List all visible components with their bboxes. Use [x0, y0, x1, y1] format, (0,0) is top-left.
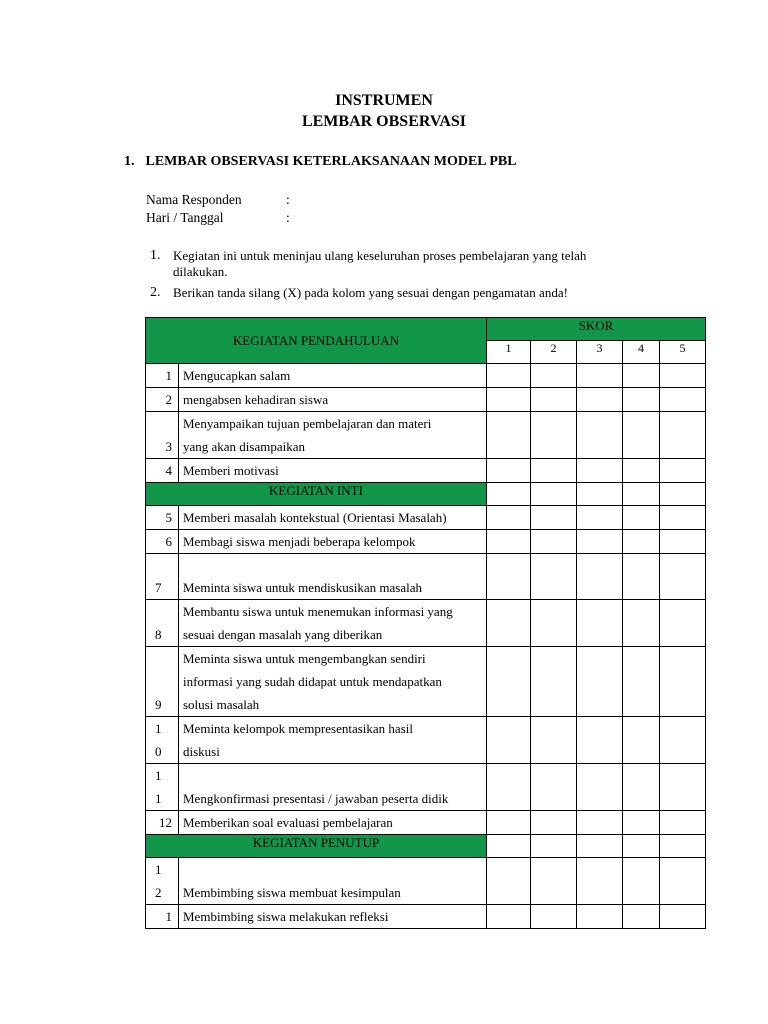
- activity-description: [179, 647, 487, 717]
- score-cell[interactable]: [623, 554, 660, 600]
- activity-line: Membimbing siswa membuat kesimpulan: [183, 885, 401, 900]
- table-row: [146, 412, 706, 459]
- score-cell[interactable]: [487, 530, 531, 554]
- row-number-text: 3: [165, 439, 172, 454]
- score-cell[interactable]: [531, 483, 577, 506]
- row-number-text: 12: [159, 815, 172, 830]
- row-number: [146, 858, 179, 905]
- score-header-4: 4: [623, 341, 660, 364]
- score-cell[interactable]: [660, 717, 706, 764]
- score-cell[interactable]: [623, 600, 660, 647]
- score-cell[interactable]: [660, 459, 706, 483]
- score-cell[interactable]: [487, 811, 531, 835]
- score-cell[interactable]: [623, 717, 660, 764]
- table-row: [146, 364, 706, 388]
- score-cell[interactable]: [577, 647, 623, 717]
- score-cell[interactable]: [623, 835, 660, 858]
- table-row: [146, 530, 706, 554]
- score-cell[interactable]: [487, 364, 531, 388]
- score-cell[interactable]: [531, 647, 577, 717]
- row-number-part: 1: [155, 721, 162, 736]
- activity-line: mengabsen kehadiran siswa: [183, 392, 329, 407]
- score-cell[interactable]: [577, 600, 623, 647]
- score-cell[interactable]: [660, 835, 706, 858]
- score-cell[interactable]: [623, 764, 660, 811]
- score-cell[interactable]: [577, 858, 623, 905]
- activity-line: Membimbing siswa melakukan refleksi: [183, 909, 389, 924]
- table-row: [146, 459, 706, 483]
- score-cell[interactable]: [487, 717, 531, 764]
- score-cell[interactable]: [660, 858, 706, 905]
- table-row: [146, 811, 706, 835]
- row-number: [146, 554, 179, 600]
- score-cell[interactable]: [487, 412, 531, 459]
- score-cell[interactable]: [577, 835, 623, 858]
- section-kegiatan-inti: KEGIATAN INTI: [146, 483, 487, 506]
- row-number: [146, 412, 179, 459]
- table-row: [146, 647, 706, 717]
- activity-description: [179, 905, 487, 929]
- score-cell[interactable]: [531, 764, 577, 811]
- row-number-text: 6: [165, 534, 172, 549]
- score-cell[interactable]: [577, 717, 623, 764]
- score-cell[interactable]: [531, 858, 577, 905]
- row-number: [146, 530, 179, 554]
- document-title: INSTRUMEN: [335, 92, 433, 109]
- field-nama-responden: [146, 192, 290, 208]
- row-number: [146, 811, 179, 835]
- score-cell[interactable]: [660, 364, 706, 388]
- score-cell[interactable]: [577, 905, 623, 929]
- row-number: [146, 717, 179, 764]
- score-cell[interactable]: [487, 905, 531, 929]
- score-cell[interactable]: [660, 647, 706, 717]
- score-cell[interactable]: [623, 364, 660, 388]
- table-row: [146, 717, 706, 764]
- score-cell[interactable]: [531, 459, 577, 483]
- score-cell[interactable]: [531, 412, 577, 459]
- row-number-part: 2: [155, 885, 162, 900]
- section-heading: [124, 154, 517, 170]
- score-cell[interactable]: [577, 811, 623, 835]
- row-number-text: 1: [165, 909, 172, 924]
- section-kegiatan-penutup: KEGIATAN PENUTUP: [146, 835, 487, 858]
- row-number-text: 2: [165, 392, 172, 407]
- table-row: [146, 600, 706, 647]
- activity-description: [179, 412, 487, 459]
- row-number: [146, 764, 179, 811]
- score-cell[interactable]: [577, 506, 623, 530]
- score-cell[interactable]: [577, 483, 623, 506]
- row-number-text: 4: [165, 463, 172, 478]
- score-header-1: 1: [487, 341, 531, 364]
- activity-description: [179, 459, 487, 483]
- score-cell[interactable]: [531, 364, 577, 388]
- field-label: Nama Responden: [146, 192, 242, 207]
- row-number-part: 1: [155, 768, 162, 783]
- score-cell[interactable]: [623, 412, 660, 459]
- field-colon: :: [286, 192, 290, 207]
- score-cell[interactable]: [660, 764, 706, 811]
- activity-description: [179, 364, 487, 388]
- activity-description: [179, 554, 487, 600]
- activity-line: sesuai dengan masalah yang diberikan: [183, 627, 383, 642]
- section-number: 1.: [124, 154, 135, 169]
- activity-line: informasi yang sudah didapat untuk mendapatkan: [183, 674, 442, 689]
- score-cell[interactable]: [577, 459, 623, 483]
- activity-line: Membagi siswa menjadi beberapa kelompok: [183, 534, 416, 549]
- activity-line: Meminta kelompok mempresentasikan hasil: [183, 721, 413, 736]
- activity-line: solusi masalah: [183, 697, 260, 712]
- activity-description: [179, 764, 487, 811]
- activity-line: yang akan disampaikan: [183, 439, 306, 454]
- activity-description: [179, 506, 487, 530]
- score-cell[interactable]: [487, 483, 531, 506]
- table-row: [146, 858, 706, 905]
- field-hari-tanggal: [146, 210, 290, 226]
- row-number-text: 5: [165, 510, 172, 525]
- score-cell[interactable]: [487, 835, 531, 858]
- score-cell[interactable]: [623, 858, 660, 905]
- field-colon: :: [286, 210, 290, 225]
- score-cell[interactable]: [487, 858, 531, 905]
- score-cell[interactable]: [660, 388, 706, 412]
- score-cell[interactable]: [660, 483, 706, 506]
- score-cell[interactable]: [487, 764, 531, 811]
- score-cell[interactable]: [660, 600, 706, 647]
- field-label: Hari / Tanggal: [146, 210, 224, 225]
- activity-line: Meminta siswa untuk mengembangkan sendiri: [183, 651, 426, 666]
- score-cell[interactable]: [623, 811, 660, 835]
- row-number: [146, 905, 179, 929]
- score-cell[interactable]: [487, 554, 531, 600]
- row-number-part: 1: [155, 791, 162, 806]
- activity-line: Memberikan soal evaluasi pembelajaran: [183, 815, 393, 830]
- row-number: [146, 647, 179, 717]
- score-cell[interactable]: [531, 388, 577, 412]
- table-row: [146, 905, 706, 929]
- document-subtitle: LEMBAR OBSERVASI: [301, 113, 467, 130]
- score-cell[interactable]: [531, 530, 577, 554]
- score-cell[interactable]: [487, 459, 531, 483]
- activity-description: [179, 530, 487, 554]
- activity-line: Menyampaikan tujuan pembelajaran dan materi: [183, 416, 432, 431]
- row-number: [146, 506, 179, 530]
- activity-description: [179, 600, 487, 647]
- table-row: [146, 764, 706, 811]
- activity-line: Memberi masalah kontekstual (Orientasi Masalah): [183, 510, 447, 525]
- instruction-number: 1.: [150, 248, 161, 263]
- activity-description: [179, 388, 487, 412]
- score-header-5: 5: [660, 341, 706, 364]
- activity-line: Mengucapkan salam: [183, 368, 291, 383]
- observation-table: [145, 317, 706, 929]
- row-number-text: 1: [165, 368, 172, 383]
- score-cell[interactable]: [623, 905, 660, 929]
- instruction-item: [150, 248, 630, 280]
- row-number: [146, 388, 179, 412]
- row-number: [146, 600, 179, 647]
- instruction-text: Kegiatan ini untuk meninjau ulang keseluruhan proses pembelajaran yang telah dilakukan.: [173, 248, 587, 279]
- activity-line: Meminta siswa untuk mendiskusikan masalah: [183, 580, 423, 595]
- score-cell[interactable]: [623, 388, 660, 412]
- instruction-item: [150, 285, 630, 301]
- instruction-number: 2.: [150, 285, 161, 300]
- table-row: [146, 554, 706, 600]
- score-cell[interactable]: [660, 905, 706, 929]
- activity-line: Membantu siswa untuk menemukan informasi yang: [183, 604, 453, 619]
- activity-line: Mengkonfirmasi presentasi / jawaban peserta didik: [183, 791, 449, 806]
- row-number-part: 1: [155, 862, 162, 877]
- score-cell[interactable]: [623, 483, 660, 506]
- score-cell[interactable]: [623, 459, 660, 483]
- score-cell[interactable]: [577, 764, 623, 811]
- row-number: [146, 364, 179, 388]
- header-kegiatan-pendahuluan: KEGIATAN PENDAHULUAN: [146, 318, 487, 364]
- score-cell[interactable]: [531, 717, 577, 764]
- score-cell[interactable]: [660, 530, 706, 554]
- score-cell[interactable]: [623, 647, 660, 717]
- score-cell[interactable]: [487, 647, 531, 717]
- table-row: [146, 388, 706, 412]
- score-cell[interactable]: [660, 811, 706, 835]
- score-cell[interactable]: [577, 554, 623, 600]
- score-cell[interactable]: [531, 506, 577, 530]
- score-cell[interactable]: [487, 506, 531, 530]
- score-cell[interactable]: [577, 364, 623, 388]
- score-cell[interactable]: [531, 600, 577, 647]
- score-cell[interactable]: [531, 835, 577, 858]
- row-number-text: 8: [155, 627, 162, 642]
- activity-line: Memberi motivasi: [183, 463, 279, 478]
- score-header-3: 3: [577, 341, 623, 364]
- score-cell[interactable]: [660, 554, 706, 600]
- instruction-text: Berikan tanda silang (X) pada kolom yang sesuai dengan pengamatan anda!: [173, 285, 568, 300]
- row-number: [146, 459, 179, 483]
- activity-description: [179, 811, 487, 835]
- score-cell[interactable]: [660, 506, 706, 530]
- activity-line: diskusi: [183, 744, 220, 759]
- activity-description: [179, 858, 487, 905]
- activity-description: [179, 717, 487, 764]
- score-cell[interactable]: [487, 388, 531, 412]
- score-cell[interactable]: [623, 530, 660, 554]
- score-cell[interactable]: [623, 506, 660, 530]
- score-cell[interactable]: [531, 554, 577, 600]
- score-cell[interactable]: [577, 530, 623, 554]
- score-cell[interactable]: [531, 905, 577, 929]
- score-cell[interactable]: [531, 811, 577, 835]
- score-cell[interactable]: [660, 412, 706, 459]
- header-skor: SKOR: [487, 318, 706, 341]
- row-number-text: 7: [155, 580, 162, 595]
- row-number-part: 0: [155, 744, 162, 759]
- score-cell[interactable]: [577, 388, 623, 412]
- row-number-text: 9: [155, 697, 162, 712]
- table-row: [146, 506, 706, 530]
- score-cell[interactable]: [487, 600, 531, 647]
- score-header-2: 2: [531, 341, 577, 364]
- section-title: LEMBAR OBSERVASI KETERLAKSANAAN MODEL PBL: [145, 154, 517, 169]
- score-cell[interactable]: [577, 412, 623, 459]
